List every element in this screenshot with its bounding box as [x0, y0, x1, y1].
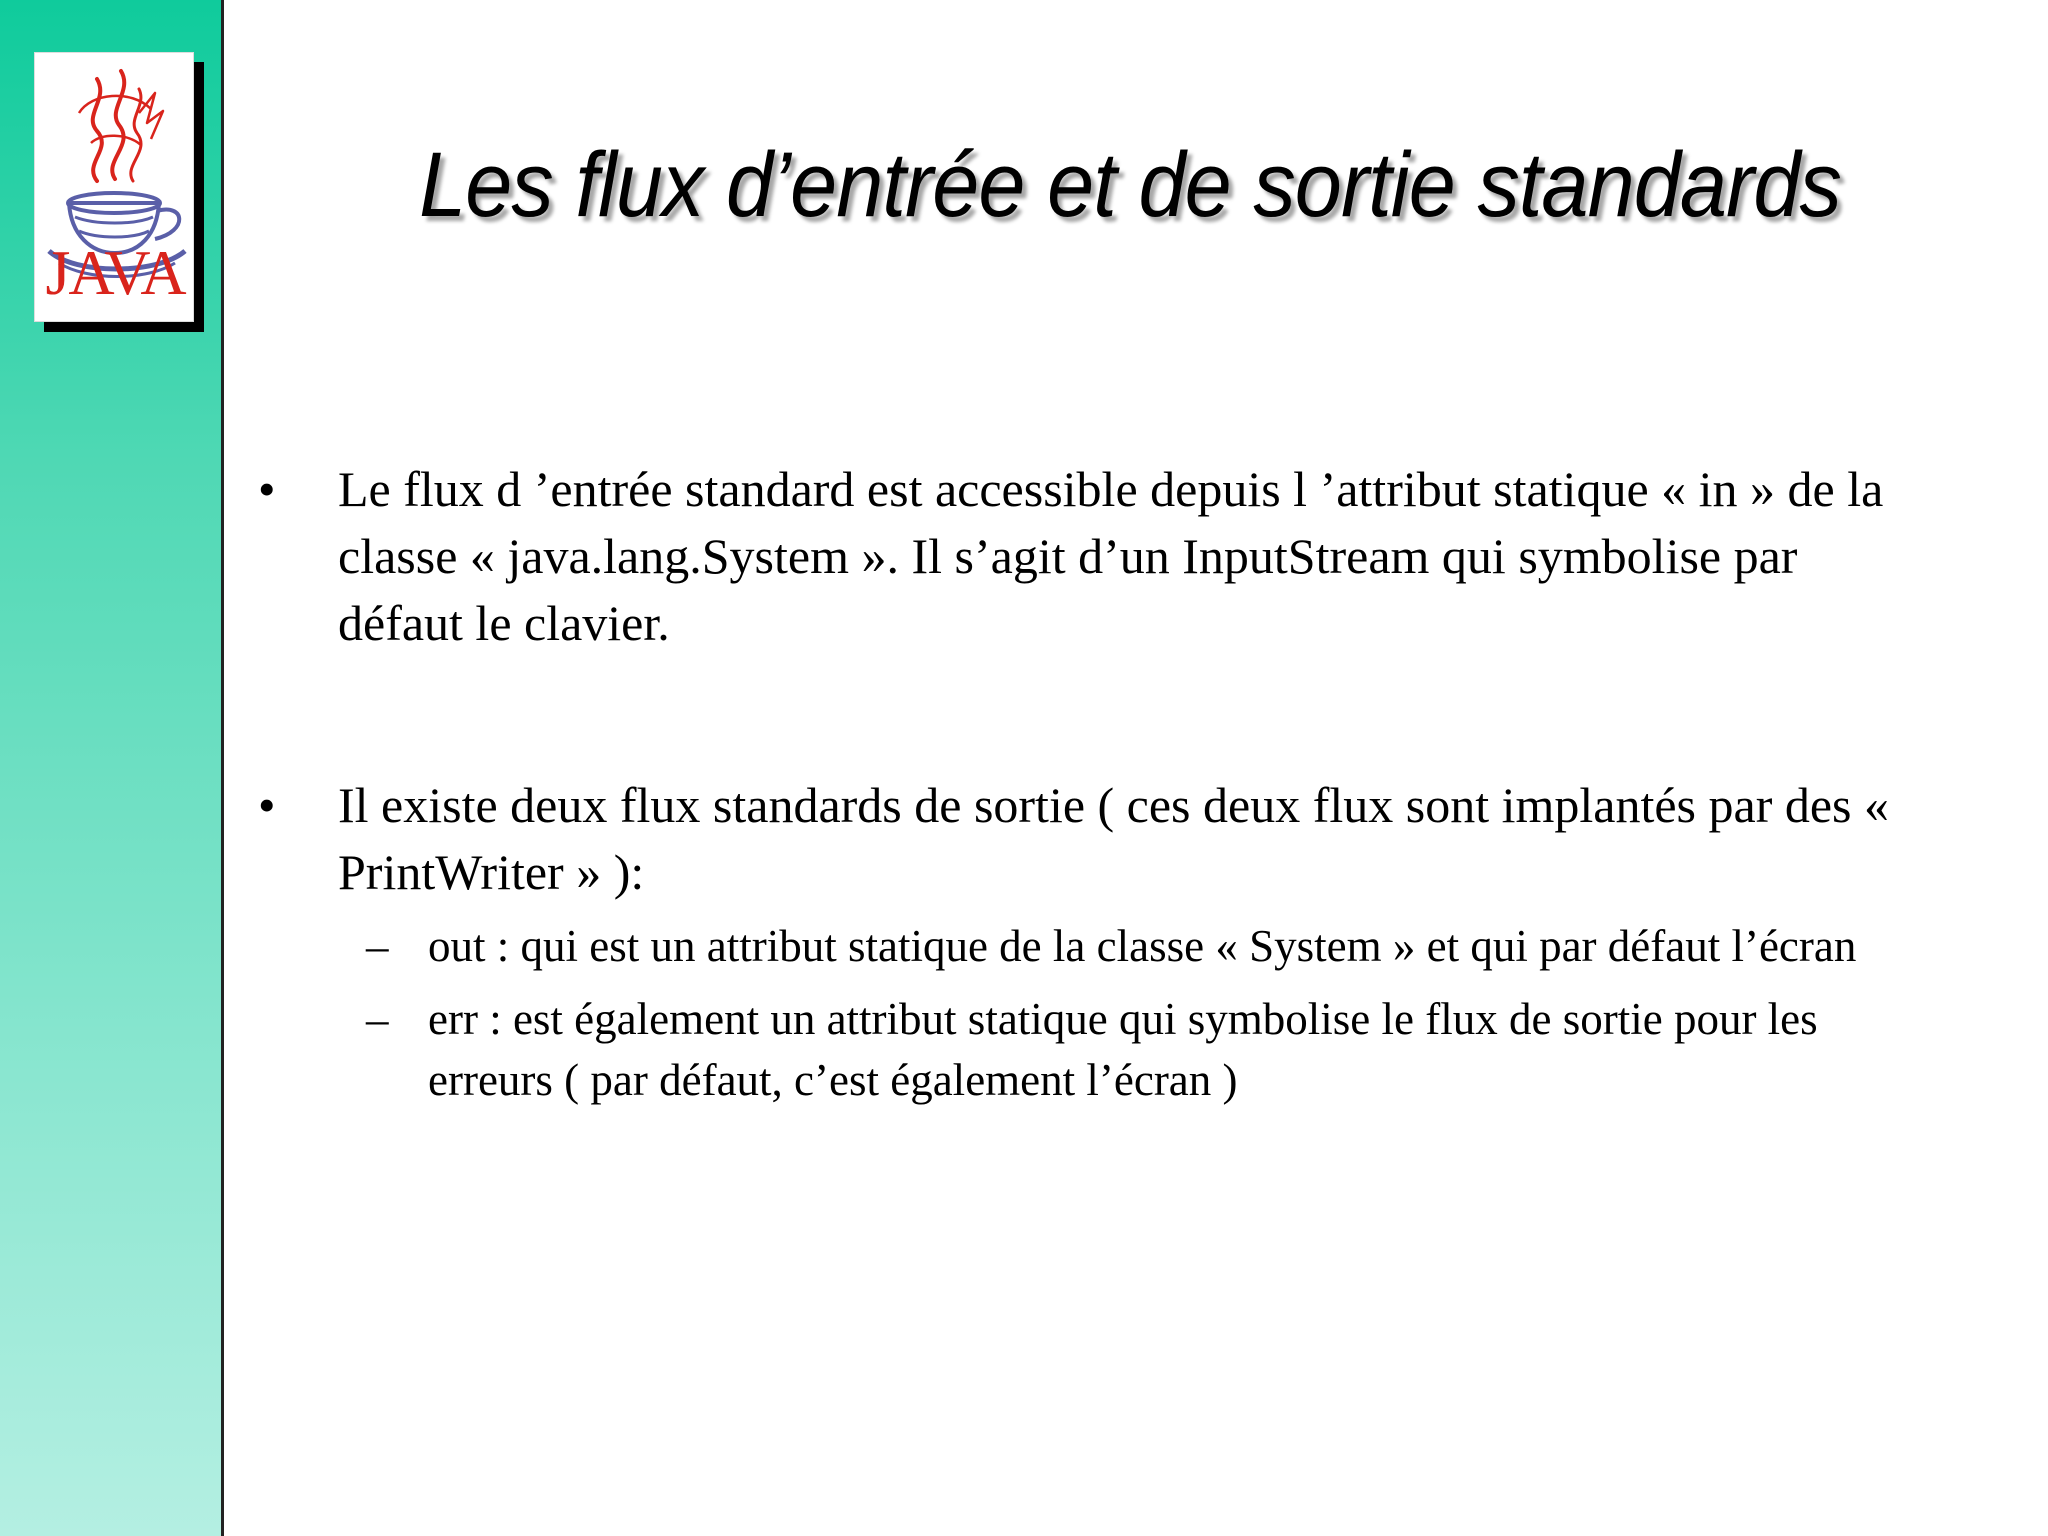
bullet-text: Il existe deux flux standards de sortie ( ces deux flux sont implantés par des « PrintWriter » ):	[338, 777, 1890, 900]
subitem-mark: –	[366, 994, 389, 1044]
slide-title: Les flux d’entrée et de sortie standards	[419, 134, 1841, 236]
bullet-text: Le flux d ’entrée standard est accessible depuis l ’attribut statique « in » de la classe « java.lang.System ». Il s’agit d’un InputStream qui symbolise par défaut le clavier.	[338, 461, 1884, 651]
subitem-mark: –	[366, 921, 389, 971]
bullet-mark: •	[258, 777, 276, 833]
subitem-text: err : est également un attribut statique qui symbolise le flux de sortie pour les erreurs ( par défaut, c’est également l’écran )	[428, 994, 1818, 1105]
slide-body	[250, 456, 1900, 1111]
subitem-out	[250, 916, 1900, 977]
subitem-err	[250, 989, 1900, 1111]
sidebar-gradient	[0, 0, 224, 1536]
java-logo	[34, 52, 200, 330]
logo-wordmark: JAVA	[45, 237, 185, 308]
logo-panel	[34, 52, 194, 322]
bullet-stdout	[250, 772, 1900, 906]
subitem-text: out : qui est un attribut statique de la classe « System » et qui par défaut l’écran	[428, 921, 1857, 971]
bullet-stdin	[250, 456, 1900, 657]
bullet-mark: •	[258, 461, 276, 517]
